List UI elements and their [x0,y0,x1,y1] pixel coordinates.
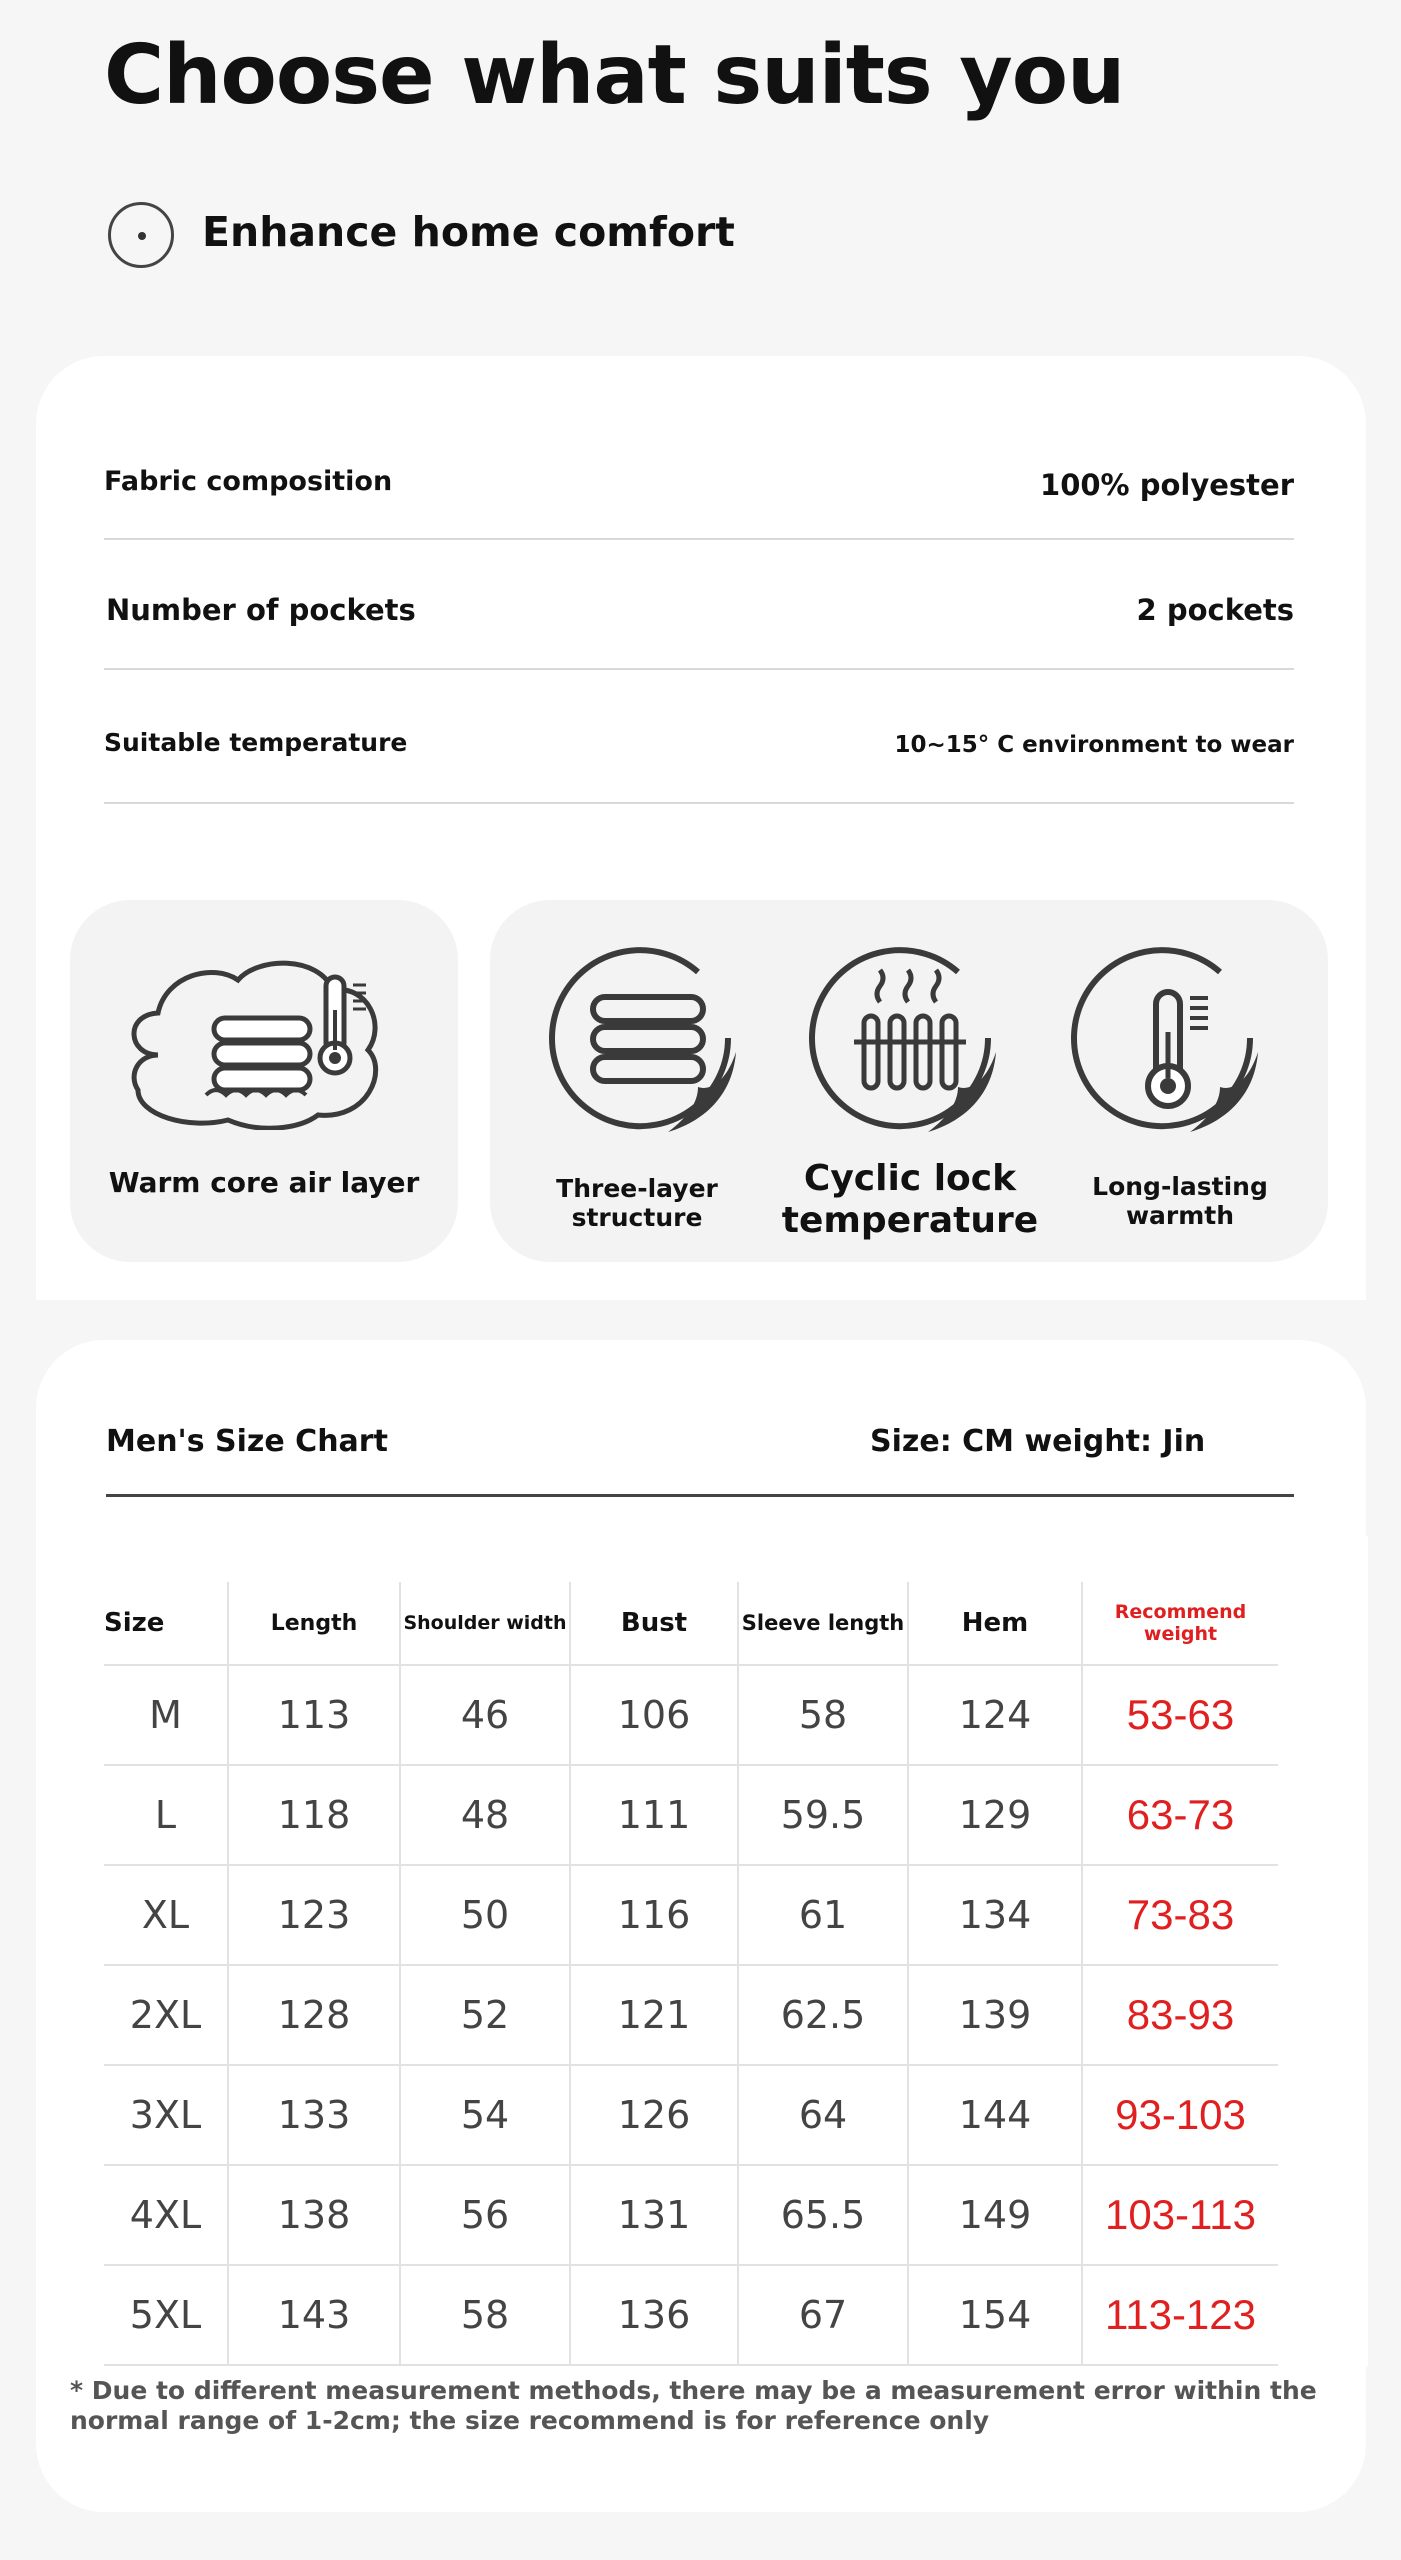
table-cell: 4XL [104,2165,228,2265]
table-row [104,1865,1278,1965]
page-title: Choose what suits you [104,28,1125,123]
table-cell: 121 [570,1965,738,2065]
card-edge [1348,1536,1368,2366]
table-cell: 124 [908,1665,1082,1765]
table-cell: 113 [228,1665,400,1765]
table-row [104,1665,1278,1765]
table-cell: 138 [228,2165,400,2265]
table-row [104,2265,1278,2365]
spec-label: Fabric composition [104,466,393,497]
table-cell: 59.5 [738,1765,908,1865]
table-cell: 50 [400,1865,570,1965]
size-chart-units: Size: CM weight: Jin [870,1424,1206,1459]
spec-value: 10~15° C environment to wear [894,732,1294,758]
table-cell: 116 [570,1865,738,1965]
table-row [104,2065,1278,2165]
table-cell: 5XL [104,2265,228,2365]
heating-lock-icon [808,942,1008,1142]
table-cell: 154 [908,2265,1082,2365]
table-cell: 65.5 [738,2165,908,2265]
recommend-weight-cell: 93-103 [1082,2065,1278,2165]
recommend-weight-cell: 113-123 [1082,2265,1278,2365]
table-cell: 133 [228,2065,400,2165]
table-cell: 139 [908,1965,1082,2065]
table-cell: 58 [738,1665,908,1765]
table-cell: 143 [228,2265,400,2365]
table-cell: 134 [908,1865,1082,1965]
table-cell: 128 [228,1965,400,2065]
footnote: * Due to different measurement methods, there may be a measurement error within the normal range of 1-2cm; the size recommend is for reference only [70,2376,1317,2435]
spec-value: 100% polyester [1040,468,1294,502]
table-cell: 52 [400,1965,570,2065]
table-cell: 48 [400,1765,570,1865]
recommend-weight-cell: 53-63 [1082,1665,1278,1765]
table-header-row [104,1582,1278,1665]
layers-icon [548,942,748,1142]
table-cell: 61 [738,1865,908,1965]
table-cell: L [104,1765,228,1865]
spec-value: 2 pockets [1136,593,1294,627]
column-header: Recommend weight [1082,1582,1278,1665]
table-cell: 106 [570,1665,738,1765]
radio-dot-icon [108,202,174,268]
table-cell: 111 [570,1765,738,1865]
recommend-weight-cell: 103-113 [1082,2165,1278,2265]
spec-row-fabric [104,410,1294,540]
spec-row-pockets [104,540,1294,670]
spec-label: Suitable temperature [104,728,408,757]
column-header: Hem [908,1582,1082,1665]
size-chart-title: Men's Size Chart [106,1424,388,1459]
table-cell: 64 [738,2065,908,2165]
recommend-weight-cell: 83-93 [1082,1965,1278,2065]
feature-label: Cyclic lock temperature [781,1158,1039,1241]
table-cell: XL [104,1865,228,1965]
table-cell: 62.5 [738,1965,908,2065]
recommend-weight-cell: 63-73 [1082,1765,1278,1865]
table-cell: 2XL [104,1965,228,2065]
column-header: Sleeve length [738,1582,908,1665]
section-subtitle: Enhance home comfort [202,208,735,256]
feature-label: Three-layer structure [556,1174,718,1232]
table-cell: M [104,1665,228,1765]
column-header: Bust [570,1582,738,1665]
thermometer-icon [1070,942,1270,1142]
table-cell: 118 [228,1765,400,1865]
table-cell: 46 [400,1665,570,1765]
table-cell: 136 [570,2265,738,2365]
spec-row-temperature [104,672,1294,804]
spec-label: Number of pockets [106,593,416,627]
column-header: Shoulder width [400,1582,570,1665]
table-row [104,1765,1278,1865]
table-cell: 58 [400,2265,570,2365]
table-cell: 54 [400,2065,570,2165]
table-cell: 144 [908,2065,1082,2165]
divider [106,1494,1294,1497]
size-table [104,1582,1278,2366]
cloud-thermometer-icon [118,955,418,1130]
table-cell: 3XL [104,2065,228,2165]
column-header: Length [228,1582,400,1665]
table-cell: 123 [228,1865,400,1965]
table-cell: 126 [570,2065,738,2165]
feature-label: Warm core air layer [108,1166,420,1199]
table-cell: 129 [908,1765,1082,1865]
table-row [104,2165,1278,2265]
table-cell: 149 [908,2165,1082,2265]
column-header: Size [104,1582,228,1665]
table-cell: 67 [738,2265,908,2365]
table-cell: 131 [570,2165,738,2265]
recommend-weight-cell: 73-83 [1082,1865,1278,1965]
table-row [104,1965,1278,2065]
table-cell: 56 [400,2165,570,2265]
feature-label: Long-lasting warmth [1092,1172,1268,1230]
